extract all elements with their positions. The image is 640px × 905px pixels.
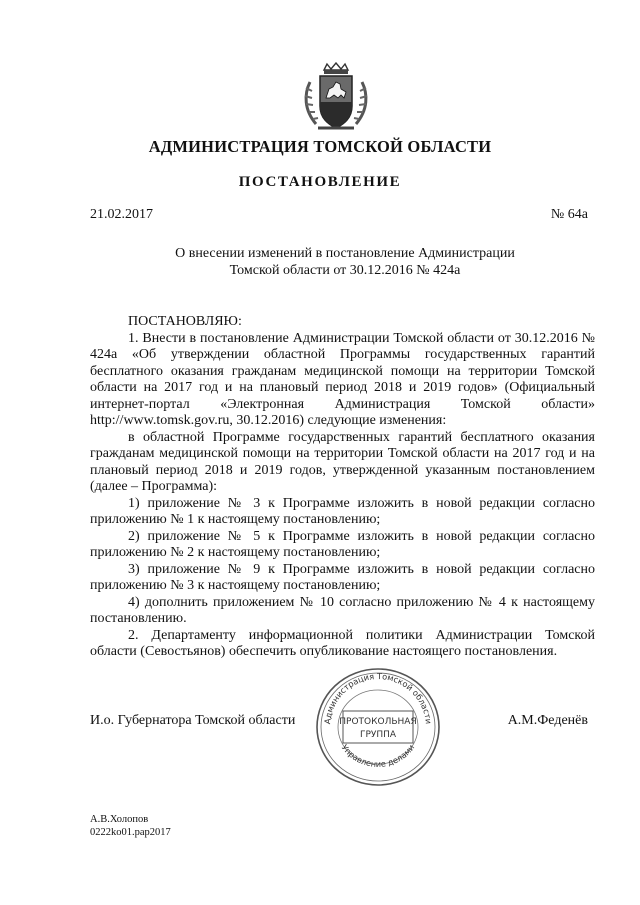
body-paragraph-1: 1. Внести в постановление Администрации Томской области от 30.12.2016 № 424а «Об утверждении областной Программы государственных гарантий бесплатного оказания гражданам медицинской помощи на территории Томской области на 2017 год и на плановый период 2018 и 2019 годов» (Официальный интернет-портал «Электронная Администрация Томской области» http://www.tomsk.gov.ru, 30.12.2016) следующие изменения: bbox=[90, 330, 595, 428]
body-paragraph-7: 2. Департаменту информационной политики Администрации Томской области (Севостьянов) обеспечить опубликование настоящего постановления. bbox=[90, 627, 595, 659]
seal-center-line-2: ГРУППА bbox=[359, 730, 397, 740]
svg-text:Управление делами bbox=[340, 742, 417, 768]
document-subject bbox=[120, 245, 570, 279]
signatory-name: А.М.Феденёв bbox=[507, 713, 588, 728]
subject-line-1: О внесении изменений в постановление Администрации bbox=[175, 246, 515, 261]
resolution-lead: ПОСТАНОВЛЯЮ: bbox=[128, 314, 242, 329]
document-body bbox=[90, 314, 595, 661]
seal-outer-text: Администрация Томской области bbox=[322, 670, 434, 725]
seal-center-line-1: ПРОТОКОЛЬНАЯ bbox=[339, 717, 417, 727]
body-paragraph-5: 3) приложение № 9 к Программе изложить в новой редакции согласно приложению № 3 к настоящему постановлению; bbox=[90, 561, 595, 593]
document-type-title: ПОСТАНОВЛЕНИЕ bbox=[238, 174, 402, 190]
footer-author: А.В.Холопов bbox=[90, 814, 149, 825]
body-paragraph-3: 1) приложение № 3 к Программе изложить в новой редакции согласно приложению № 1 к настоящему постановлению; bbox=[90, 495, 595, 527]
document-footer bbox=[90, 813, 171, 839]
organization-title: АДМИНИСТРАЦИЯ ТОМСКОЙ ОБЛАСТИ bbox=[148, 137, 492, 156]
body-paragraph-4: 2) приложение № 5 к Программе изложить в новой редакции согласно приложению № 2 к настоящему постановлению; bbox=[90, 528, 595, 560]
subject-line-2: Томской области от 30.12.2016 № 424а bbox=[229, 263, 461, 278]
document-date: 21.02.2017 bbox=[90, 207, 153, 222]
body-paragraph-2: в областной Программе государственных гарантий бесплатного оказания гражданам медицинской помощи на территории Томской области на 2017 год и на плановый период 2018 и 2019 годов, утвержденной указанным постановлением (далее – Программа): bbox=[90, 429, 595, 494]
official-seal-icon bbox=[314, 666, 442, 788]
footer-code: 0222ko01.pap2017 bbox=[90, 827, 171, 838]
body-paragraph-6: 4) дополнить приложением № 10 согласно приложению № 4 к настоящему постановлению. bbox=[90, 594, 595, 626]
document-number: № 64а bbox=[550, 207, 588, 222]
tomsk-coat-of-arms-icon bbox=[296, 62, 376, 134]
seal-bottom-text: Управление делами bbox=[339, 742, 417, 769]
signatory-role: И.о. Губернатора Томской области bbox=[90, 713, 296, 728]
